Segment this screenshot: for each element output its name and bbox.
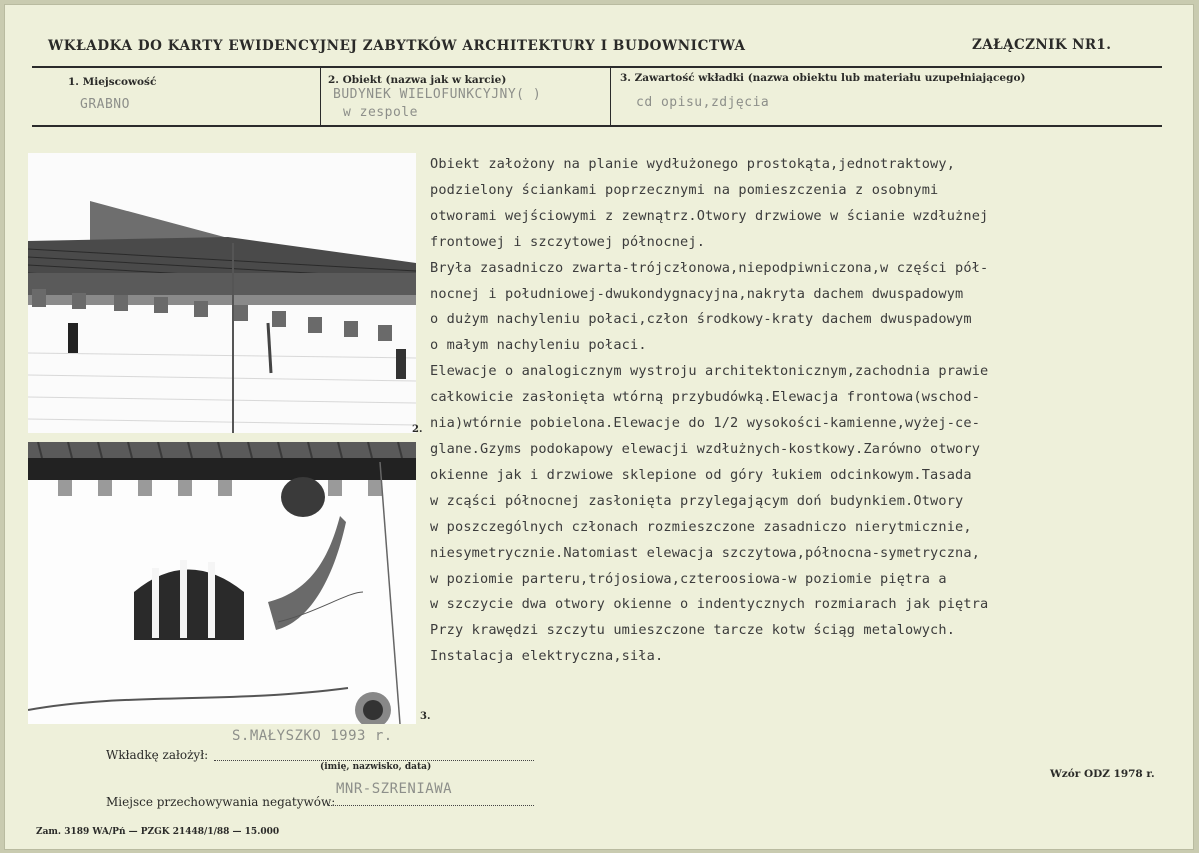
author-hint: (imię, nazwisko, data) (320, 762, 432, 772)
description-line: nia)wtórnie pobielona.Elewacje do 1/2 wysokości-kamienne,wyżej-ce- (430, 415, 981, 432)
print-note: Zam. 3189 WA/Pń — PZGK 21448/1/88 — 15.000 (36, 827, 280, 837)
locality-value: GRABNO (80, 97, 130, 112)
object-value-line1: BUDYNEK WIELOFUNKCYJNY( ) (333, 87, 542, 102)
photo-number: 2. (412, 424, 423, 435)
form-title: WKŁADKA DO KARTY EWIDENCYJNEJ ZABYTKÓW ARCHITEKTURY I BUDOWNICTWA (48, 38, 746, 54)
description-line: frontowej i szczytowej północnej. (430, 233, 706, 250)
template-note: Wzór ODZ 1978 r. (1050, 768, 1155, 780)
description-text (430, 152, 1130, 670)
photo-number: 3. (420, 711, 431, 722)
description-line: Bryła zasadniczo zwarta-trójczłonowa,niepodpiwniczona,w części pół- (430, 259, 989, 276)
column-divider (610, 68, 611, 126)
header-rule-top (32, 66, 1162, 68)
description-line: Elewacje o analogicznym wystroju architektonicznym,zachodnia prawie (430, 363, 989, 380)
description-line: w poszczególnych członach rozmieszczone zasadniczo nierytmicznie, (430, 518, 972, 535)
locality-label: 1. Miejscowość (68, 76, 157, 88)
header-rule-bottom (32, 125, 1162, 127)
description-line: całkowicie zasłonięta wtórną przybudówką.Elewacja frontowa(wschod- (430, 389, 981, 406)
description-line: niesymetrycznie.Natomiast elewacja szczytowa,północna-symetryczna, (430, 544, 981, 561)
contents-label: 3. Zawartość wkładki (nazwa obiektu lub materiału uzupełniającego) (620, 72, 1026, 84)
negatives-label: Miejsce przechowywania negatywów: (106, 795, 336, 809)
author-value: S.MAŁYSZKO 1993 r. (232, 728, 393, 744)
description-line: Przy krawędzi szczytu umieszczone tarcze kotw ściąg metalowych. (430, 622, 956, 639)
description-line: Obiekt założony na planie wydłużonego prostokąta,jednotraktowy, (430, 156, 956, 172)
object-label: 2. Obiekt (nazwa jak w karcie) (328, 74, 507, 86)
contents-value: cd opisu,zdjęcia (636, 95, 770, 110)
author-label: Wkładkę założył: (106, 748, 209, 762)
description-line: w zcąści północnej zasłonięta przylegającym doń budynkiem.Otwory (430, 492, 964, 509)
annex-number: ZAŁĄCZNIK NR1. (972, 37, 1112, 53)
description-line: o małym nachyleniu połaci. (430, 337, 647, 354)
description-line: w poziomie parteru,trójosiowa,czteroosiowa-w poziomie piętra a (430, 570, 947, 587)
object-value-line2: w zespole (343, 105, 418, 120)
description-line: w szczycie dwa otwory okienne o indentycznych rozmiarach jak piętra (430, 596, 989, 613)
description-line: podzielony ściankami poprzecznymi na pomieszczenia z osobnymi (430, 181, 939, 198)
description-line: o dużym nachyleniu połaci,człon środkowy-kraty dachem dwuspadowym (430, 311, 972, 328)
author-dotted-line (214, 760, 534, 761)
description-line: nocnej i południowej-dwukondygnacyjna,nakryta dachem dwuspadowym (430, 285, 964, 302)
negatives-value: MNR-SZRENIAWA (336, 781, 453, 797)
description-line: otworami wejściowymi z zewnątrz.Otwory drzwiowe w ścianie wzdłużnej (430, 207, 989, 224)
description-line: Instalacja elektryczna,siła. (430, 648, 664, 665)
description-line: glane.Gzyms podokapowy elewacji wzdłużnych-kostkowy.Zarówno otwory (430, 440, 981, 457)
column-divider (320, 68, 321, 126)
negatives-dotted-line (328, 805, 534, 806)
photo-roof-cornice (28, 153, 416, 433)
photo-window-wall (28, 442, 416, 724)
description-line: okienne jak i drzwiowe sklepione od góry łukiem odcinkowym.Tasada (430, 466, 972, 483)
